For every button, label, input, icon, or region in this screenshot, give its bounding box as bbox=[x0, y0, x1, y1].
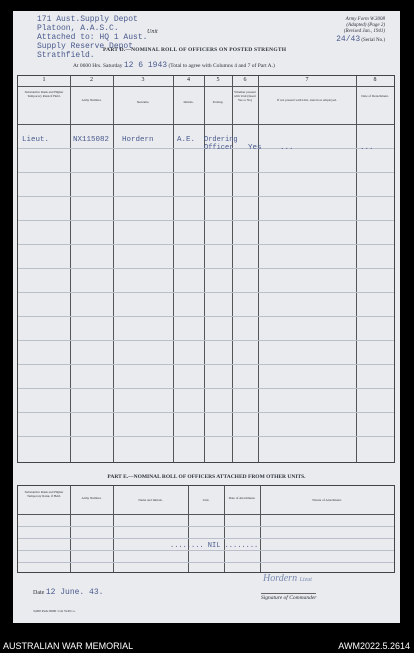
col-num: 8 bbox=[373, 77, 377, 83]
form-id-line: (Adapted) (Page 2) bbox=[346, 23, 385, 28]
col-num: 1 bbox=[42, 77, 46, 83]
e-col-header-unit: Unit. bbox=[202, 498, 210, 502]
col-header-surname: Surname. bbox=[136, 100, 150, 104]
col-num: 4 bbox=[187, 77, 190, 83]
entry-army-number: NX115082 bbox=[73, 136, 110, 144]
unit-address bbox=[37, 15, 147, 60]
bottom-date-value: 12 June. 43. bbox=[45, 588, 104, 597]
unit-line: Attached to: HQ 1 Aust. bbox=[37, 33, 148, 42]
form-id-line: Army Form W.3008 bbox=[345, 17, 385, 22]
col-num: 5 bbox=[216, 77, 220, 83]
bottom-date bbox=[33, 588, 103, 597]
col-num: 2 bbox=[90, 77, 93, 83]
entry-present: Yes bbox=[248, 144, 262, 152]
entry-initials: A.E. bbox=[177, 136, 196, 144]
date-prefix: At 0600 Hrs. Saturday bbox=[73, 63, 123, 69]
bottom-date-label: Date bbox=[33, 590, 45, 596]
form-id-line: (Revised Jan., 1941) bbox=[343, 29, 385, 34]
col-header-initials: Initials. bbox=[183, 100, 194, 104]
e-col-header-name: Name and Initials. bbox=[138, 498, 163, 502]
part-e-table bbox=[17, 485, 395, 573]
col-header-army-number: Army Number. bbox=[81, 98, 102, 102]
form-page bbox=[13, 11, 400, 623]
entry-employed: ... bbox=[280, 144, 294, 152]
col-header-posting: Posting. bbox=[212, 100, 224, 104]
col-header-present: Whether present with Unit (Insert Yes or No) bbox=[234, 90, 256, 102]
caption-right: AWM2022.5.2614 bbox=[338, 641, 410, 651]
nil-entry: ........ NIL ........ bbox=[170, 542, 259, 550]
part-d-date-line bbox=[73, 61, 275, 70]
unit-line: Platoon, A.A.S.C. bbox=[37, 24, 119, 33]
part-e-title: PART E.—NOMINAL ROLL OF OFFICERS ATTACHED FROM OTHER UNITS. bbox=[107, 474, 306, 480]
col-header-date-detached: Date of Detachment. bbox=[361, 94, 389, 98]
col-header-rank: Substantive Rank and Higher Temporary Rank if Held. bbox=[24, 90, 64, 98]
signature-rank: Lieut bbox=[299, 577, 312, 583]
caption-left: AUSTRALIAN WAR MEMORIAL bbox=[3, 641, 134, 651]
col-num: 7 bbox=[305, 77, 309, 83]
col-num: 3 bbox=[141, 77, 145, 83]
unit-label: Unit bbox=[147, 29, 158, 35]
part-d-table bbox=[17, 75, 395, 463]
serial-number bbox=[336, 35, 385, 44]
serial-label: (Serial No.) bbox=[361, 38, 385, 43]
part-d-title: PART D.—NOMINAL ROLL OF OFFICERS ON POSTED STRENGTH bbox=[103, 47, 287, 53]
entry-posting: Ordering Officer bbox=[204, 136, 238, 152]
signature-label: Signature of Commander bbox=[261, 595, 317, 601]
unit-line: Supply Reserve Depot bbox=[37, 42, 134, 51]
col-num: 6 bbox=[243, 77, 247, 83]
date-suffix: (Total to agree with Columns 4 and 7 of Part A.) bbox=[168, 63, 275, 69]
form-id bbox=[344, 17, 385, 35]
unit-line: 171 Aust.Supply Depot bbox=[37, 15, 138, 24]
e-col-header-rank: Substantive Rank and Higher Temporary Rank, if Held. bbox=[24, 490, 64, 498]
unit-line: Strathfield. bbox=[37, 51, 95, 60]
signature-text: Hordern bbox=[263, 573, 298, 584]
e-col-header-date: Date of Attachment. bbox=[228, 496, 256, 500]
entry-surname: Hordern bbox=[122, 136, 154, 144]
serial-value: 24/43 bbox=[336, 35, 361, 44]
col-header-employed: If not present with Unit, state how employed. bbox=[277, 98, 337, 102]
entry-rank: Lieut. bbox=[22, 136, 50, 144]
print-line: 3,000 Pads 8000 1/41 W.P.Co. bbox=[33, 609, 76, 613]
e-col-header-nature: Nature of Attachment. bbox=[312, 498, 342, 502]
signature bbox=[263, 573, 312, 584]
e-col-header-army-number: Army Number. bbox=[81, 496, 102, 500]
date-value: 12 6 1943 bbox=[123, 61, 168, 70]
entry-date-detached: ... bbox=[360, 144, 374, 152]
